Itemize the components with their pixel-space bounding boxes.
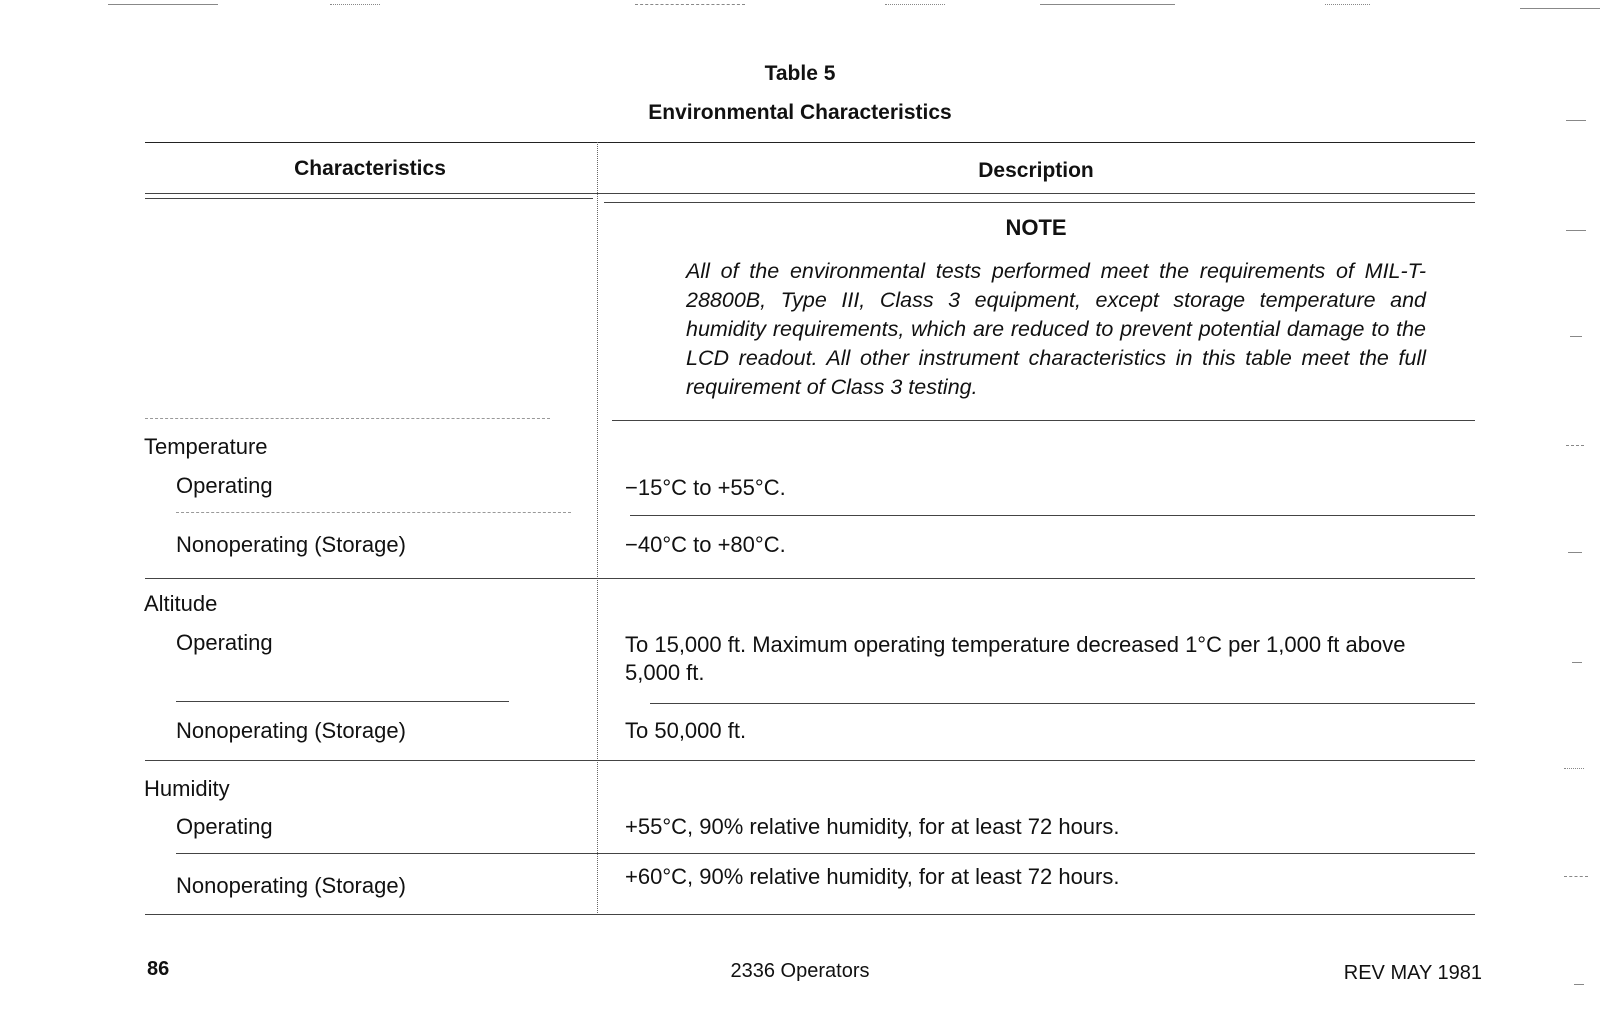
- margin-tick: [1570, 336, 1582, 337]
- table-top-rule: [145, 142, 1475, 143]
- temperature-storage-label: Nonoperating (Storage): [176, 532, 406, 557]
- altitude-storage-value: To 50,000 ft.: [625, 718, 747, 743]
- header-characteristics: Characteristics: [294, 157, 446, 180]
- note-text: All of the environmental tests performed meet the requirements of MIL-T-28800B, Type III, Class 3 equipment, except storage temperature and humidity requirements, which are reduced to prevent potential damage to the LCD readout. All other instrument characteristics in this table meet the full requirement of Class 3 testing.: [686, 259, 1426, 399]
- scan-mark: [1040, 4, 1175, 5]
- margin-tick: [1572, 662, 1582, 663]
- margin-tick: [1566, 230, 1586, 231]
- temperature-section-rule: [145, 578, 1475, 579]
- table-bottom-rule: [145, 914, 1475, 915]
- margin-tick: [1566, 445, 1584, 446]
- margin-tick: [1574, 984, 1584, 985]
- scan-mark: [1520, 8, 1600, 9]
- header-rule-2b: [604, 202, 1475, 203]
- header-rule-1: [145, 193, 1475, 194]
- margin-tick: [1568, 552, 1582, 553]
- scan-mark: [885, 4, 945, 5]
- humidity-operating-label: Operating: [176, 814, 273, 839]
- temperature-storage-value: −40°C to +80°C.: [625, 532, 786, 557]
- altitude-row-rule-right: [650, 703, 1475, 704]
- scan-mark: [108, 4, 218, 5]
- scan-mark: [330, 4, 380, 5]
- manual-name: 2336 Operators: [730, 960, 870, 982]
- header-description: Description: [978, 159, 1094, 182]
- altitude-section-rule: [145, 760, 1475, 761]
- humidity-row-rule: [176, 853, 1475, 854]
- altitude-operating-label: Operating: [176, 630, 273, 655]
- temperature-row-rule-right: [630, 515, 1475, 516]
- note-bottom-rule-left: [145, 418, 550, 419]
- humidity-storage-label: Nonoperating (Storage): [176, 873, 406, 898]
- humidity-storage-value: +60°C, 90% relative humidity, for at least 72 hours.: [625, 864, 1120, 889]
- section-temperature: Temperature: [144, 434, 268, 459]
- margin-tick: [1564, 876, 1588, 877]
- scan-mark: [1325, 4, 1370, 5]
- altitude-storage-label: Nonoperating (Storage): [176, 718, 406, 743]
- altitude-row-rule-left: [176, 701, 509, 702]
- temperature-operating-value: −15°C to +55°C.: [625, 475, 786, 500]
- temperature-operating-label: Operating: [176, 473, 273, 498]
- header-rule-2a: [145, 198, 593, 199]
- margin-tick: [1564, 768, 1584, 769]
- column-divider: [597, 142, 598, 915]
- margin-tick: [1566, 120, 1586, 121]
- page-number: 86: [147, 958, 170, 980]
- section-altitude: Altitude: [144, 591, 218, 616]
- table-number: Table 5: [764, 62, 836, 85]
- table-title: Environmental Characteristics: [648, 101, 952, 124]
- note-bottom-rule-right: [612, 420, 1475, 421]
- revision-date: REV MAY 1981: [1343, 962, 1482, 984]
- temperature-row-rule-left: [176, 512, 571, 513]
- scan-mark: [635, 4, 745, 5]
- section-humidity: Humidity: [144, 776, 230, 801]
- humidity-operating-value: +55°C, 90% relative humidity, for at least 72 hours.: [625, 814, 1120, 839]
- altitude-operating-value: To 15,000 ft. Maximum operating temperature decreased 1°C per 1,000 ft above 5,000 ft.: [625, 632, 1406, 685]
- note-title: NOTE: [1005, 215, 1067, 240]
